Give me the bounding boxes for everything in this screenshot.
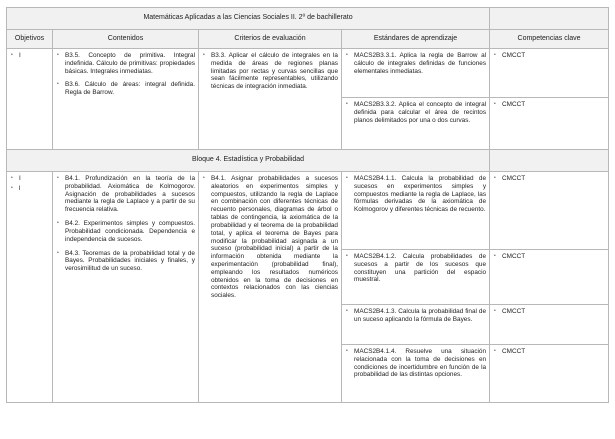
header-contenidos: Contenidos bbox=[53, 30, 199, 49]
objetivo-item: • I bbox=[11, 52, 21, 59]
criterio-item: • B4.1. Asignar probabilidades a sucesos aleatorios en experimentos simples y compuestos, utilizando la regla de Laplace en combinación con diferentes técnicas de recuento personales, diagramas de árbol o tablas de contingencia, la axiomática de la probabilidad y el teorema de la probabilidad total, y aplica el teorema de Bayes para modificar la probabilidad asignada a un suceso (probabilidad inicial) a partir de la información obtenida mediante la experimentación (probabilidad final), empleando los resultados numéricos obtenidos en la toma de decisiones en contextos relacionados con las ciencias sociales. bbox=[203, 175, 338, 300]
block3-objetivos bbox=[7, 49, 53, 150]
block3-contenidos bbox=[53, 49, 199, 150]
objetivo-item: • I bbox=[11, 175, 21, 182]
block4-title: Bloque 4. Estadística y Probabilidad bbox=[7, 150, 490, 172]
block4-title-spacer bbox=[490, 150, 609, 172]
block3-criterio bbox=[199, 49, 342, 150]
bullet-icon: • bbox=[494, 253, 496, 259]
competencia-item: • CMCCT bbox=[494, 253, 526, 260]
competencia-cell bbox=[490, 345, 609, 403]
curriculum-table bbox=[6, 7, 609, 403]
competencia-item: • CMCCT bbox=[494, 175, 526, 182]
bullet-icon: • bbox=[11, 52, 13, 58]
header-estandares: Estándares de aprendizaje bbox=[342, 30, 490, 49]
title-spacer bbox=[490, 8, 609, 30]
bullet-icon: • bbox=[57, 175, 59, 181]
header-objetivos: Objetivos bbox=[7, 30, 53, 49]
header-competencias: Competencias clave bbox=[490, 30, 609, 49]
contenido-item: • B3.6. Cálculo de áreas: integral definida. Regla de Barrow. bbox=[57, 81, 195, 97]
competencia-cell bbox=[490, 172, 609, 250]
competencia-item: • CMCCT bbox=[494, 52, 526, 59]
bullet-icon: • bbox=[57, 81, 59, 88]
bullet-icon: • bbox=[494, 348, 496, 354]
estandar-cell bbox=[342, 250, 490, 305]
contenido-item: • B4.3. Teoremas de la probabilidad total y de Bayes. Probabilidades iniciales y finales, y verosimilitud de un suceso. bbox=[57, 249, 195, 273]
contenido-item: • B4.2. Experimentos simples y compuestos. Probabilidad condicionada. Dependencia e independencia de sucesos. bbox=[57, 220, 195, 243]
competencia-cell bbox=[490, 305, 609, 345]
bullet-icon: • bbox=[346, 253, 348, 259]
estandar-cell bbox=[342, 98, 490, 150]
bullet-icon: • bbox=[203, 175, 205, 181]
estandar-item: • MACS2B3.3.1. Aplica la regla de Barrow al cálculo de integrales definidas de funciones elementales inmediatas. bbox=[346, 52, 487, 75]
bullet-icon: • bbox=[494, 175, 496, 181]
contenido-item: • B3.5. Concepto de primitiva. Integral indefinida. Cálculo de primitivas: propiedades básicas. Integrales inmediatas. bbox=[57, 52, 195, 75]
competencia-item: • CMCCT bbox=[494, 101, 526, 108]
competencia-cell bbox=[490, 250, 609, 305]
block4-contenidos bbox=[53, 172, 199, 403]
bullet-icon: • bbox=[11, 184, 13, 191]
competencia-cell bbox=[490, 49, 609, 98]
table-title: Matemáticas Aplicadas a las Ciencias Sociales II. 2º de bachillerato bbox=[7, 8, 490, 30]
estandar-cell bbox=[342, 172, 490, 250]
competencia-cell bbox=[490, 98, 609, 150]
header-criterios: Criterios de evaluación bbox=[199, 30, 342, 49]
bullet-icon: • bbox=[57, 249, 59, 256]
estandar-cell bbox=[342, 49, 490, 98]
bullet-icon: • bbox=[494, 52, 496, 58]
objetivo-item: • l bbox=[11, 184, 21, 192]
bullet-icon: • bbox=[346, 175, 348, 181]
bullet-icon: • bbox=[57, 220, 59, 227]
block4-objetivos bbox=[7, 172, 53, 403]
contenido-item: • B4.1. Profundización en la teoría de la probabilidad. Axiomática de Kolmogorov. Asignación de probabilidades a sucesos mediante la regla de Laplace y a partir de su frecuencia relativa. bbox=[57, 175, 195, 214]
estandar-item: • MACS2B3.3.2. Aplica el concepto de integral definida para calcular el área de recintos planos delimitados por una o dos curvas. bbox=[346, 101, 487, 124]
block4-criterio bbox=[199, 172, 342, 403]
bullet-icon: • bbox=[11, 175, 13, 181]
bullet-icon: • bbox=[346, 52, 348, 58]
estandar-cell bbox=[342, 345, 490, 403]
bullet-icon: • bbox=[494, 308, 496, 314]
estandar-item: • MACS2B4.1.1. Calcula la probabilidad de sucesos en experimentos simples y compuestos mediante la regla de Laplace, las fórmulas derivadas de la axiomática de Kolmogorov y diferentes técnicas de recuento. bbox=[346, 175, 487, 214]
competencia-item: • CMCCT bbox=[494, 308, 526, 315]
bullet-icon: • bbox=[203, 52, 205, 58]
bullet-icon: • bbox=[494, 101, 496, 107]
criterio-item: • B3.3. Aplicar el cálculo de integrales en la medida de áreas de regiones planas limitadas por rectas y curvas sencillas que sean fácilmente representables, utilizando técnicas de integración inmediata. bbox=[203, 52, 338, 91]
competencia-item: • CMCCT bbox=[494, 348, 526, 355]
bullet-icon: • bbox=[346, 348, 348, 354]
bullet-icon: • bbox=[346, 308, 348, 314]
bullet-icon: • bbox=[346, 101, 348, 107]
estandar-item: • MACS2B4.1.2. Calcula probabilidades de sucesos a partir de los sucesos que constituyen una partición del espacio muestral. bbox=[346, 253, 487, 284]
estandar-item: • MACS2B4.1.4. Resuelve una situación relacionada con la toma de decisiones en condiciones de incertidumbre en función de la probabilidad de las distintas opciones. bbox=[346, 348, 487, 379]
estandar-item: • MACS2B4.1.3. Calcula la probabilidad final de un suceso aplicando la fórmula de Bayes. bbox=[346, 308, 487, 323]
bullet-icon: • bbox=[57, 52, 59, 58]
estandar-cell bbox=[342, 305, 490, 345]
